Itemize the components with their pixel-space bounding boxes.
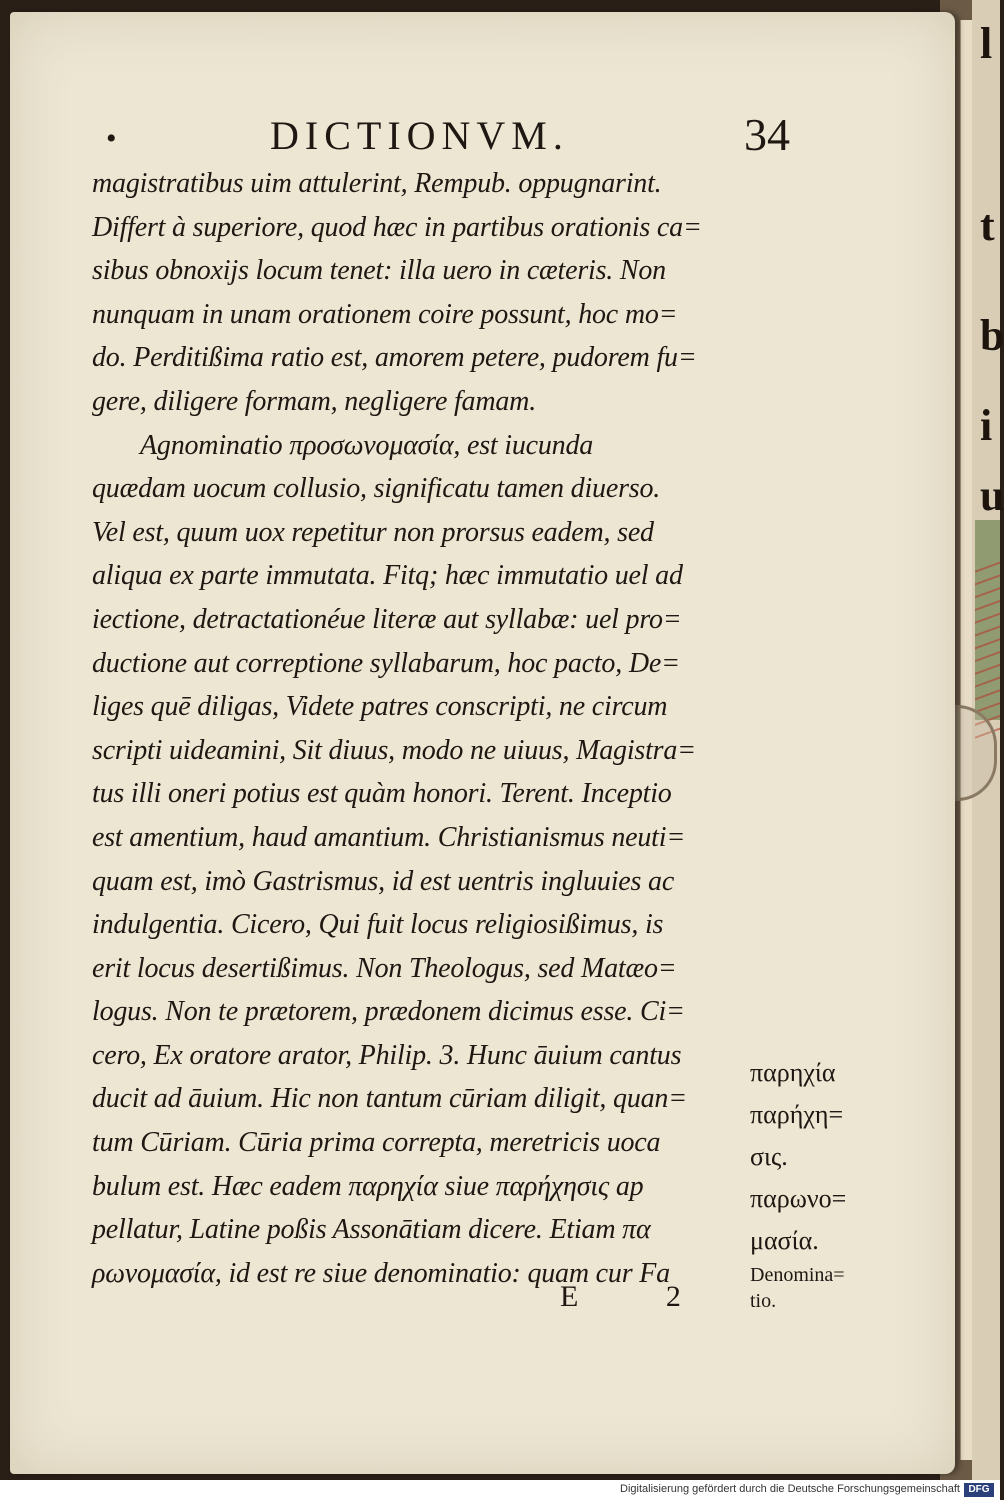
marginal-note: μασία. (750, 1226, 819, 1255)
text-line: ducit ad āuium. Hic non tantum cūriam diligit, quan= (92, 1083, 687, 1115)
marginal-note: παρωνο= (750, 1184, 847, 1213)
text-line: scripti uideamini, Sit diuus, modo ne uiuus, Magistra= (92, 734, 696, 766)
facing-page-glyph: t (980, 201, 995, 250)
signature-mark: E 2 (560, 1280, 721, 1313)
text-line: ductione aut correptione syllabarum, hoc pacto, De= (92, 647, 680, 679)
text-line: logus. Non te prætorem, prædonem dicimus esse. Ci= (92, 996, 685, 1028)
text-line: Agnominatio προσωνομασία, est iucunda (140, 429, 594, 461)
marginal-note: Denomina= (750, 1264, 845, 1286)
marginal-note: παρήχη= (750, 1100, 844, 1129)
text-line: Differt à superiore, quod hæc in partibus orationis ca= (92, 211, 702, 243)
text-line: nunquam in unam orationem coire possunt, hoc mo= (92, 298, 678, 330)
text-line: tus illi oneri potius est quàm honori. Terent. Inceptio (92, 778, 672, 810)
text-line: indulgentia. Cicero, Qui fuit locus religiosißimus, is (92, 909, 664, 941)
text-line: quam est, imò Gastrismus, id est uentris ingluuies ac (92, 865, 675, 897)
text-line: gere, diligere formam, negligere famam. (92, 385, 537, 417)
facing-page-glyph: l (980, 19, 993, 68)
marginal-note: παρηχία (750, 1058, 836, 1087)
text-line: aliqua ex parte immutata. Fitq; hæc immutatio uel ad (92, 560, 683, 592)
text-line: est amentium, haud amantium. Christianismus neuti= (92, 821, 686, 853)
running-title: DICTIONVM. (270, 113, 569, 158)
marginal-notes (750, 1052, 890, 1314)
text-line: sibus obnoxijs locum tenet: illa uero in cæteris. Non (92, 255, 666, 287)
facing-page-glyph: i (980, 401, 993, 450)
text-line: iectione, detractationéue literæ aut syllabæ: uel pro= (92, 603, 682, 635)
body-text (92, 162, 752, 1295)
text-line: do. Perditißima ratio est, amorem petere, pudorem fu= (92, 342, 697, 374)
text-line: quædam uocum collusio, significatu tamen diuerso. (92, 473, 661, 505)
text-line: Vel est, quum uox repetitur non prorsus eadem, sed (92, 516, 654, 548)
text-line: cero, Ex oratore arator, Philip. 3. Hunc āuium cantus (92, 1039, 682, 1071)
text-line: bulum est. Hæc eadem παρηχία siue παρήχησις ap (92, 1170, 644, 1202)
folio-number: 34 (744, 109, 790, 160)
marginal-note: σις. (750, 1142, 788, 1171)
facing-page-glyph: b (980, 311, 1004, 360)
facing-page-glyph: u (980, 471, 1004, 520)
funding-credit: Digitalisierung gefördert durch die Deutsche Forschungsgemeinschaft (620, 1483, 960, 1495)
text-line: liges quē diligas, Videte patres conscripti, ne circum (92, 691, 668, 723)
dfg-logo: DFG (964, 1483, 994, 1497)
footer-bar (0, 1480, 1000, 1500)
text-line: pellatur, Latine poßis Assonātiam dicere. Etiam πα (92, 1214, 651, 1246)
page-header (100, 109, 790, 162)
text-line: ρωνομασία, id est re siue denominatio: quam cur Fa (92, 1257, 670, 1289)
header-ornament: • (106, 122, 117, 155)
text-line: magistratibus uim attulerint, Rempub. oppugnarint. (92, 168, 662, 199)
text-line: tum Cūriam. Cūria prima correpta, meretricis uoca (92, 1127, 661, 1159)
marginal-note: tio. (750, 1290, 777, 1312)
text-line: erit locus desertißimus. Non Theologus, sed Matæo= (92, 952, 677, 984)
